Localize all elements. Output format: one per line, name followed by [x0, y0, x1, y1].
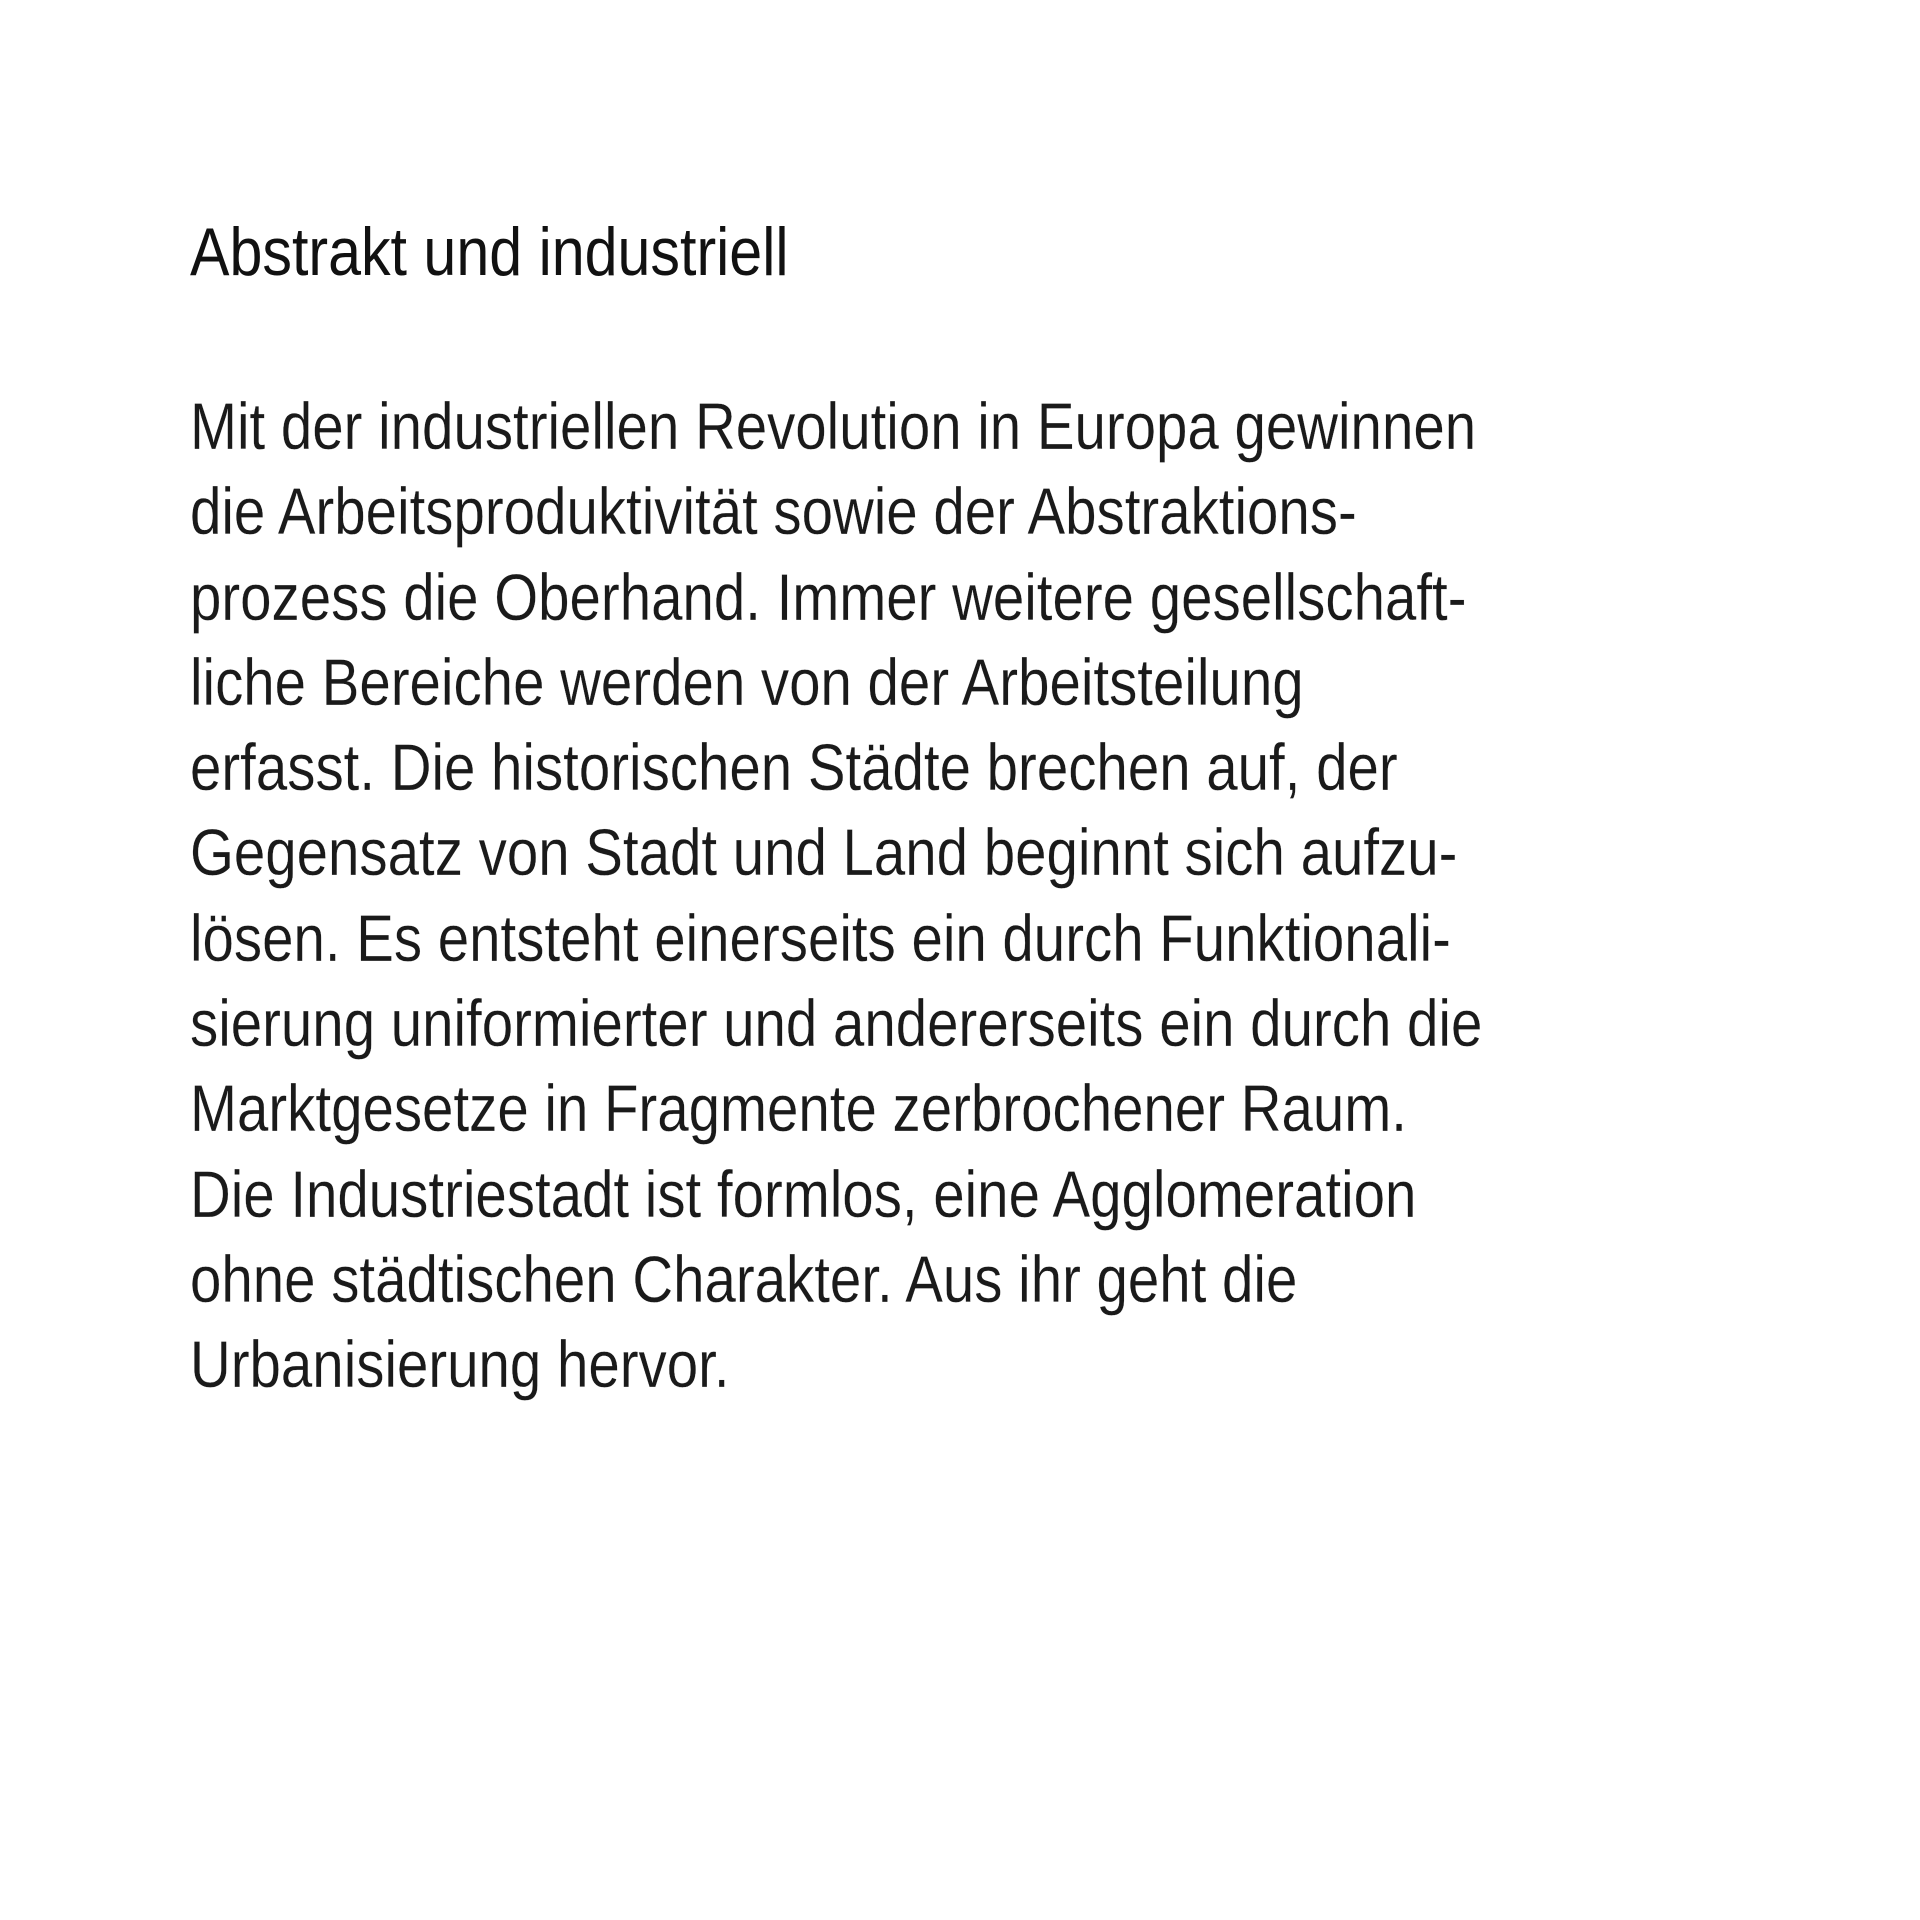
paragraph-line: Die Industriestadt ist formlos, eine Agglomeration — [190, 1156, 1417, 1231]
paragraph-line: die Arbeitsproduktivität sowie der Abstraktions- — [190, 474, 1357, 549]
section-heading: Abstrakt und industriell — [190, 214, 789, 290]
paragraph-line: ohne städtischen Charakter. Aus ihr geht die — [190, 1241, 1298, 1316]
paragraph-line: sierung uniformierter und andererseits ein durch die — [190, 986, 1483, 1061]
body-paragraph — [190, 384, 1482, 1408]
paragraph-line: Marktgesetze in Fragmente zerbrochener Raum. — [190, 1071, 1407, 1146]
paragraph-line: prozess die Oberhand. Immer weitere gesellschaft- — [190, 559, 1467, 634]
paragraph-line: liche Bereiche werden von der Arbeitsteilung — [190, 644, 1304, 719]
paragraph-line: Mit der industriellen Revolution in Europa gewinnen — [190, 389, 1477, 463]
paragraph-line: Gegensatz von Stadt und Land beginnt sich aufzu- — [190, 815, 1458, 890]
paragraph-line: lösen. Es entsteht einerseits ein durch Funktionali- — [190, 900, 1451, 975]
paragraph-line: erfasst. Die historischen Städte brechen auf, der — [190, 730, 1398, 805]
paragraph-line: Urbanisierung hervor. — [190, 1327, 730, 1402]
